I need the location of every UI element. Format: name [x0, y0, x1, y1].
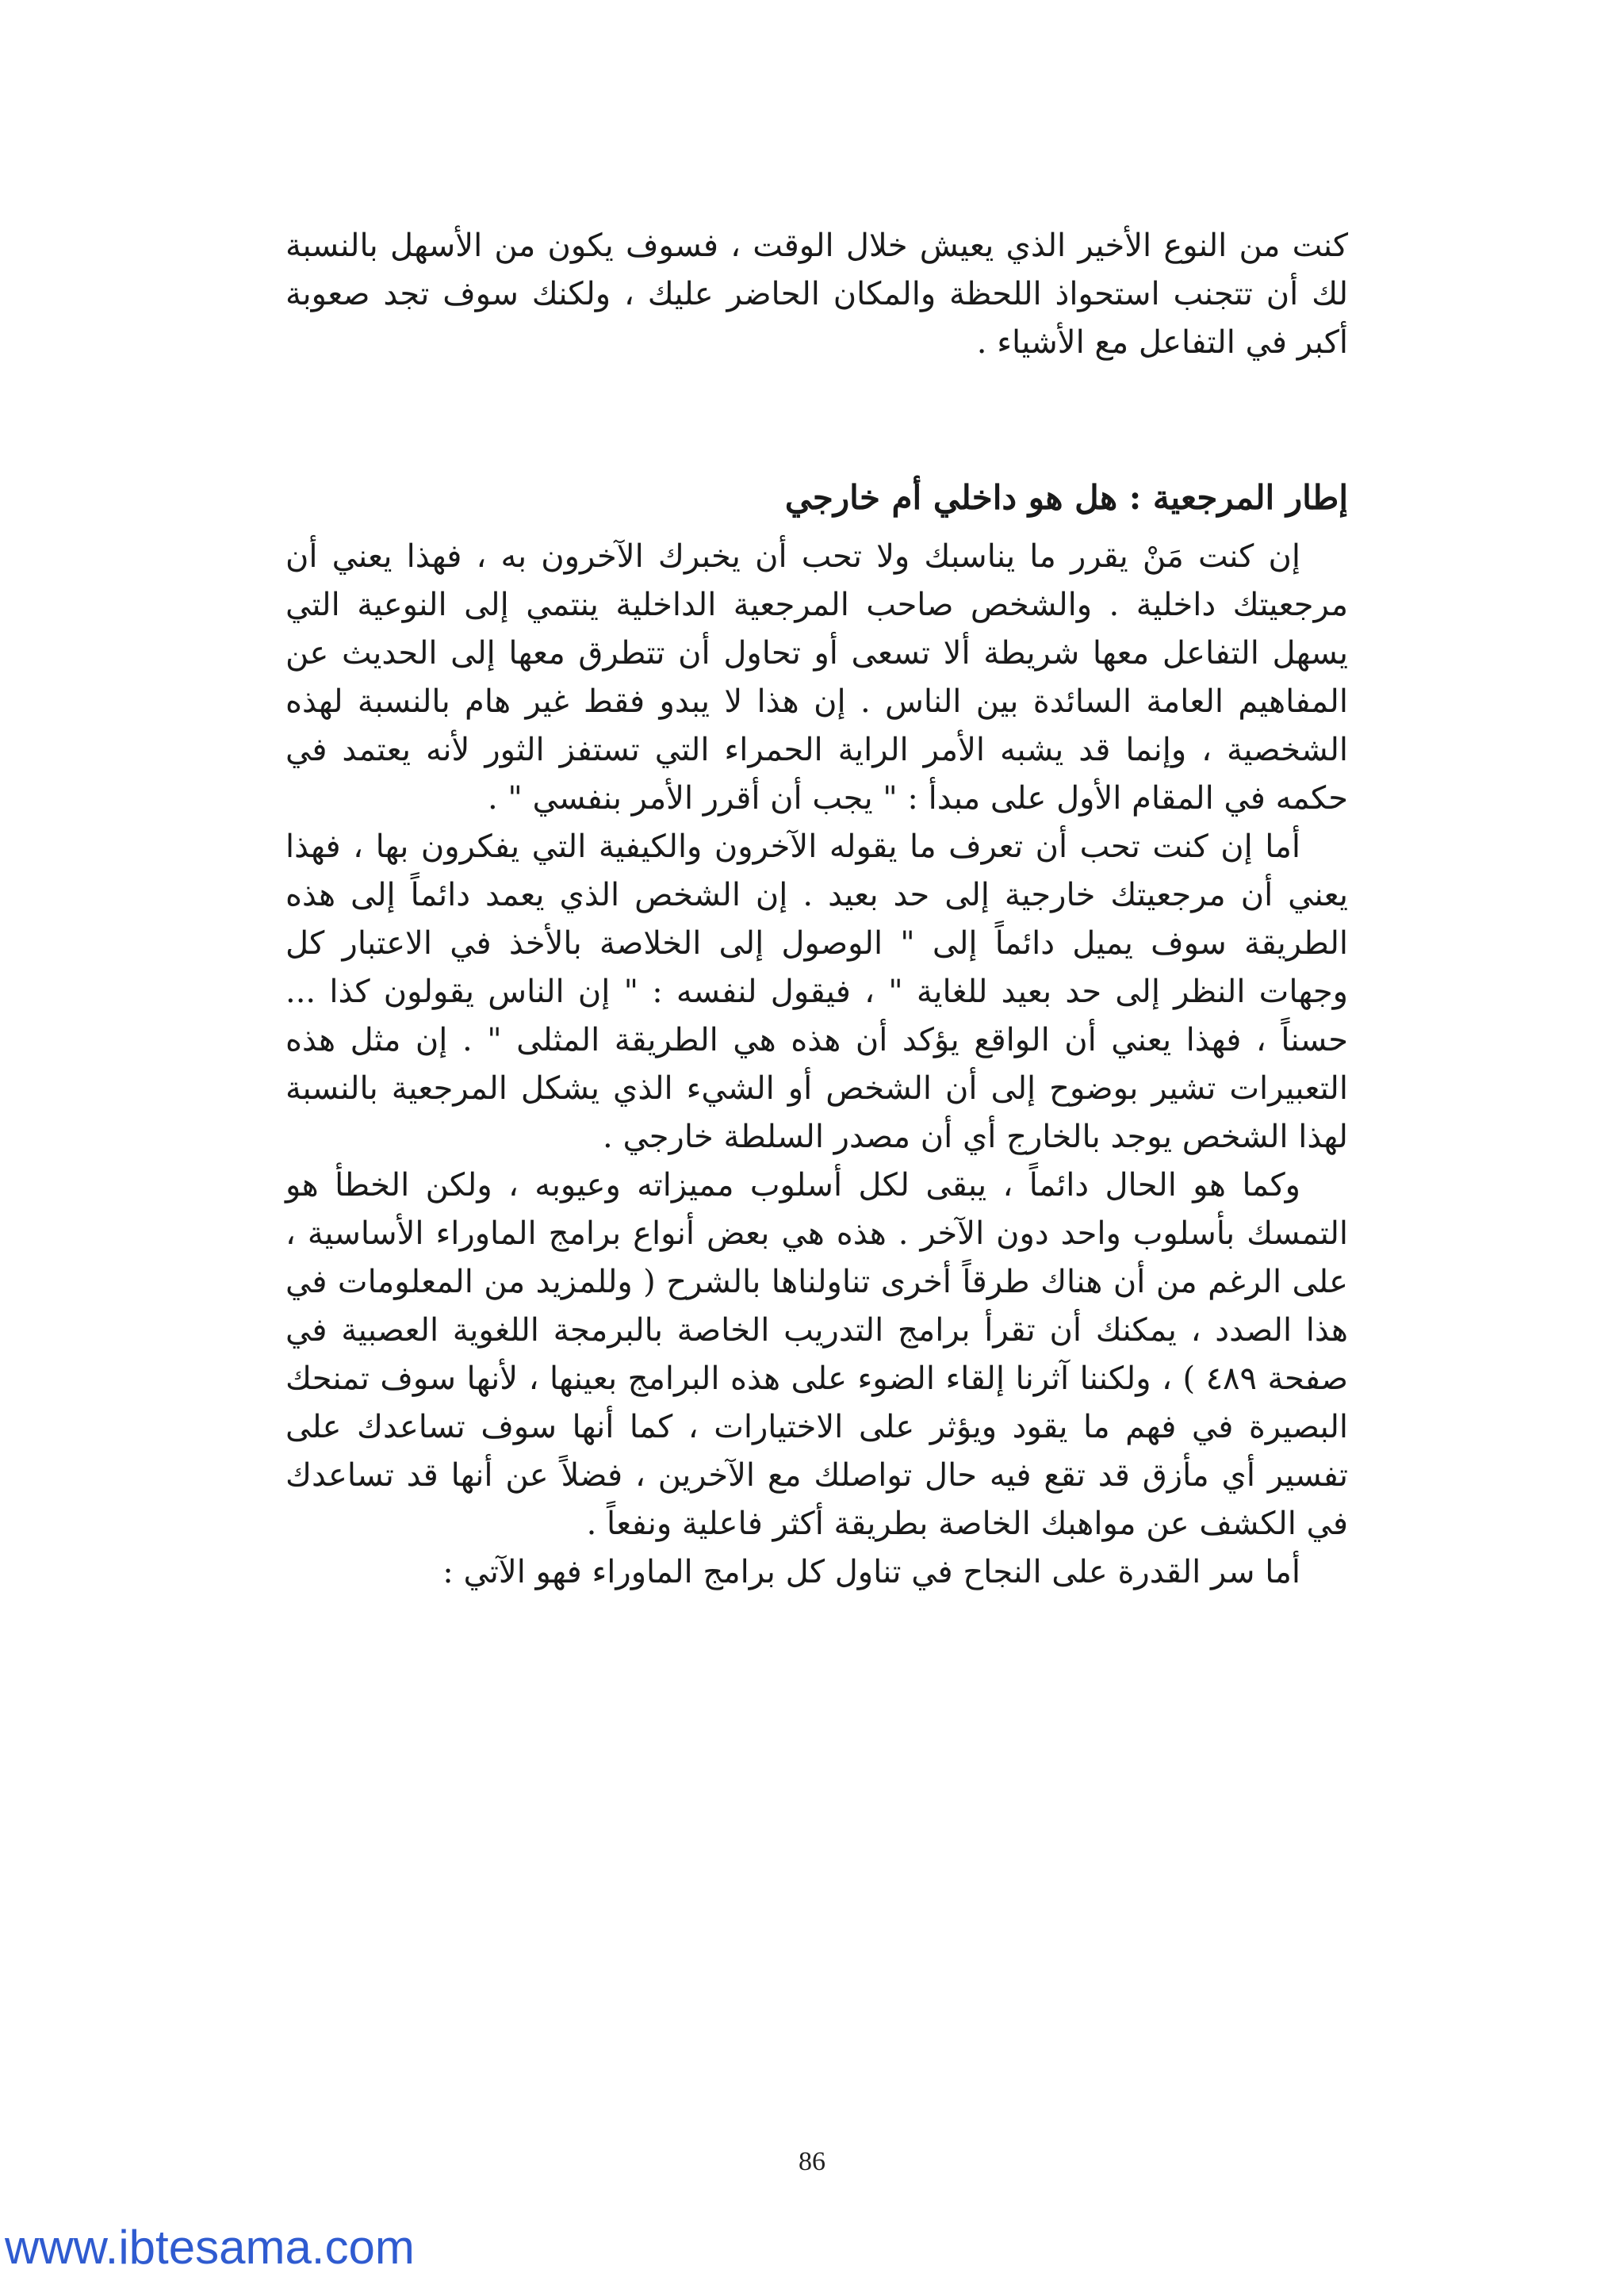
intro-paragraph: [285, 222, 1348, 367]
paragraph-external-reference: أما إن كنت تحب أن تعرف ما يقوله الآخرون والكيفية التي يفكرون بها ، فهذا يعني أن مرجعيتك خارجية إلى حد بعيد . إن الشخص الذي يعمد دائماً إلى هذه الطريقة سوف يميل دائماً إلى " الوصول إلى الخلاصة بالأخذ في الاعتبار كل وجهات النظر إلى حد بعيد للغاية " ، فيقول لنفسه : " إن الناس يقولون كذا ... حسناً ، فهذا يعني أن الواقع يؤكد أن هذه هي الطريقة المثلى " . إن مثل هذه التعبيرات تشير بوضوح إلى أن الشخص أو الشيء الذي يشكل المرجعية بالنسبة لهذا الشخص يوجد بالخارج أي أن مصدر السلطة خارجي .: [285, 828, 1348, 1155]
section-heading: إطار المرجعية : هل هو داخلي أم خارجي: [784, 478, 1348, 517]
page-number: 86: [799, 2147, 825, 2176]
site-watermark: www.ibtesama.com: [5, 2221, 415, 2274]
body-text: [285, 533, 1348, 1597]
paragraph-success-secret: أما سر القدرة على النجاح في تناول كل برامج الماوراء فهو الآتي :: [442, 1554, 1300, 1590]
paragraph-internal-reference: إن كنت مَنْ يقرر ما يناسبك ولا تحب أن يخبرك الآخرون به ، فهذا يعني أن مرجعيتك داخلية . والشخص صاحب المرجعية الداخلية ينتمي إلى النوعية التي يسهل التفاعل معها شريطة ألا تسعى أو تحاول أن تتطرق معها إلى الحديث عن المفاهيم العامة السائدة بين الناس . إن هذا لا يبدو فقط غير هام بالنسبة لهذه الشخصية ، وإنما قد يشبه الأمر الراية الحمراء التي تستفز الثور لأنه يعتمد في حكمه في المقام الأول على مبدأ : " يجب أن أقرر الأمر بنفسي " .: [285, 538, 1348, 817]
intro-text: كنت من النوع الأخير الذي يعيش خلال الوقت ، فسوف يكون من الأسهل بالنسبة لك أن تتجنب استحواذ اللحظة والمكان الحاضر عليك ، ولكنك سوف تجد صعوبة أكبر في التفاعل مع الأشياء .: [285, 228, 1348, 361]
paragraph-styles: وكما هو الحال دائماً ، يبقى لكل أسلوب مميزاته وعيوبه ، ولكن الخطأ هو التمسك بأسلوب واحد دون الآخر . هذه هي بعض أنواع برامج الماوراء الأساسية ، على الرغم من أن هناك طرقاً أخرى تناولناها بالشرح ( وللمزيد من المعلومات في هذا الصدد ، يمكنك أن تقرأ برامج التدريب الخاصة بالبرمجة اللغوية العصبية في صفحة ٤٨٩ ) ، ولكننا آثرنا إلقاء الضوء على هذه البرامج بعينها ، لأنها سوف تمنحك البصيرة في فهم ما يقود ويؤثر على الاختيارات ، كما أنها سوف تساعدك على تفسير أي مأزق قد تقع فيه حال تواصلك مع الآخرين ، فضلاً عن أنها قد تساعدك في الكشف عن مواهبك الخاصة بطريقة أكثر فاعلية ونفعاً .: [285, 1167, 1348, 1542]
